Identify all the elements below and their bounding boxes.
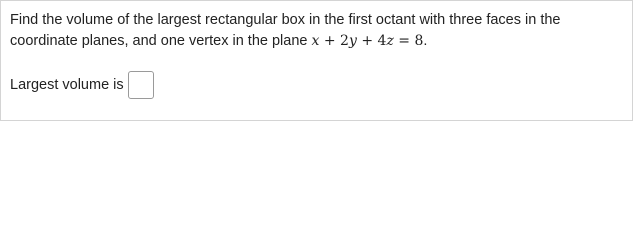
plane-equation (312, 33, 424, 49)
coef-y: 2 (340, 33, 349, 49)
question-text (10, 10, 625, 52)
rhs-value: 8 (414, 33, 424, 49)
var-x: x (311, 33, 320, 49)
question-line-2-suffix: . (423, 33, 428, 49)
plus-sign-1: + (319, 33, 341, 49)
question-line-1: Find the volume of the largest rectangular box in the first octant with three faces in the (10, 12, 561, 28)
answer-label: Largest volume is (10, 76, 124, 93)
var-z: z (386, 33, 394, 49)
equals-sign: = (393, 33, 415, 49)
volume-answer-input[interactable] (128, 71, 154, 99)
coef-z: 4 (377, 33, 387, 49)
var-y: y (348, 33, 357, 49)
plus-sign-2: + (356, 33, 378, 49)
question-line-2-prefix: coordinate planes, and one vertex in the plane (10, 33, 312, 49)
answer-row (10, 71, 154, 99)
